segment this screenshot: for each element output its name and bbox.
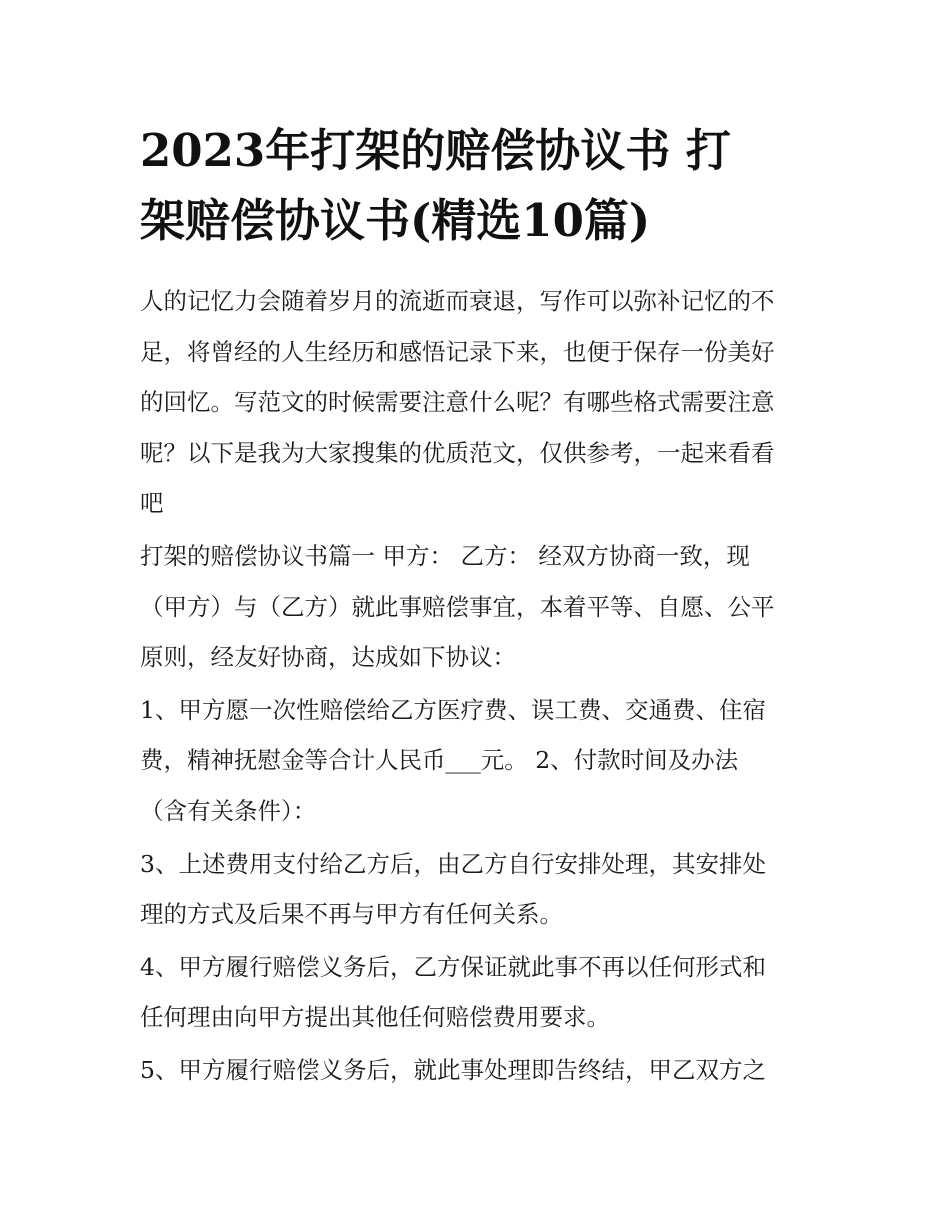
text-line: 费，精神抚慰金等合计人民币___元。 2、付款时间及办法 bbox=[140, 746, 739, 775]
text-line: 足，将曾经的人生经历和感悟记录下来，也便于保存一份美好 bbox=[140, 337, 775, 366]
title-line: 2023年打架的赔偿协议书 打 bbox=[140, 124, 731, 177]
clause-4-paragraph bbox=[140, 942, 812, 1043]
text-line: 人的记忆力会随着岁月的流逝而衰退，写作可以弥补记忆的不 bbox=[140, 287, 775, 315]
clause-3-paragraph bbox=[140, 839, 812, 940]
title-line: 架赔偿协议书(精选10篇) bbox=[140, 194, 651, 247]
text-line: 吧 bbox=[140, 489, 164, 518]
text-line: 4、甲方履行赔偿义务后，乙方保证就此事不再以任何形式和 bbox=[140, 952, 766, 981]
text-line: 5、甲方履行赔偿义务后，就此事处理即告终结，甲乙双方之 bbox=[140, 1055, 766, 1084]
clause-1-paragraph bbox=[140, 685, 812, 837]
text-line: （甲方）与（乙方）就此事赔偿事宜，本着平等、自愿、公平 bbox=[140, 592, 775, 621]
intro-paragraph bbox=[140, 276, 812, 529]
text-line: 1、甲方愿一次性赔偿给乙方医疗费、误工费、交通费、住宿 bbox=[140, 695, 766, 724]
text-line: 任何理由向甲方提出其他任何赔偿费用要求。 bbox=[140, 1003, 610, 1032]
text-line: 理的方式及后果不再与甲方有任何关系。 bbox=[140, 900, 563, 929]
document-content bbox=[140, 116, 812, 1098]
document-title bbox=[140, 116, 812, 256]
text-line: 呢？以下是我为大家搜集的优质范文，仅供参考，一起来看看 bbox=[140, 438, 775, 467]
text-line: 的回忆。写范文的时候需要注意什么呢？有哪些格式需要注意 bbox=[140, 388, 775, 417]
document-body bbox=[140, 276, 812, 1096]
text-line: 3、上述费用支付给乙方后，由乙方自行安排处理，其安排处 bbox=[140, 849, 766, 878]
text-line: 原则，经友好协商，达成如下协议： bbox=[140, 643, 516, 672]
clause-5-paragraph bbox=[140, 1045, 812, 1096]
text-line: （含有关条件）： bbox=[140, 796, 317, 825]
text-line: 打架的赔偿协议书篇一 甲方： 乙方： 经双方协商一致，现 bbox=[140, 541, 750, 570]
agreement-parties-paragraph bbox=[140, 531, 812, 683]
